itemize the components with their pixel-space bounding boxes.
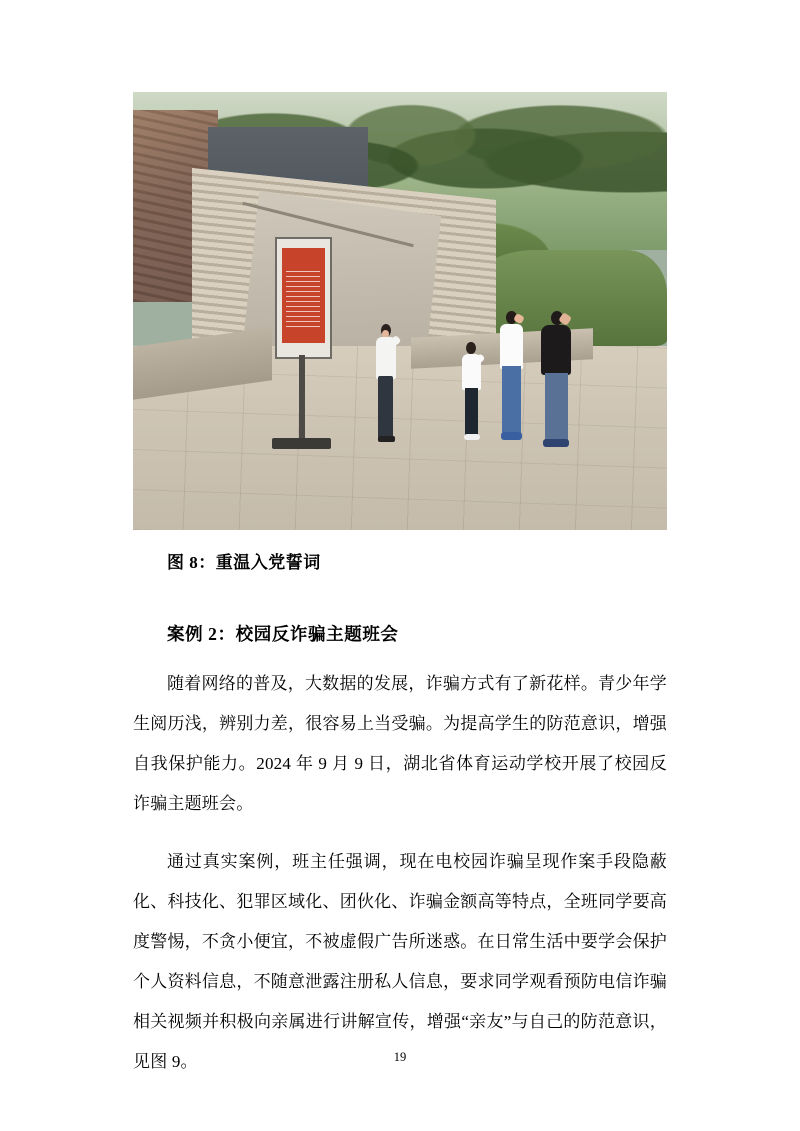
- shoes: [464, 434, 480, 440]
- torso: [376, 337, 395, 378]
- body-paragraph-1: 随着网络的普及，大数据的发展，诈骗方式有了新花样。青少年学生阅历浅，辨别力差，很容易上当受骗。为提高学生的防范意识，增强自我保护能力。2024 年 9 月 9 日，湖北省体育运动学校开展了校园反诈骗主题班会。: [133, 674, 667, 813]
- signboard-red-panel: [282, 248, 325, 343]
- page-number: 19: [393, 1050, 407, 1064]
- shoes: [501, 432, 522, 440]
- signboard-post: [299, 355, 305, 443]
- signboard-base: [272, 438, 331, 449]
- person-woman-white-tee: [456, 342, 488, 443]
- legs: [378, 376, 393, 437]
- head: [466, 342, 476, 354]
- figure-caption: 图 8：重温入党誓词: [167, 553, 321, 572]
- figure-scene: [133, 92, 667, 530]
- torso: [541, 325, 571, 375]
- legs: [502, 366, 521, 434]
- section-title: 案例 2：校园反诈骗主题班会: [167, 624, 399, 644]
- torso: [500, 324, 523, 369]
- person-man-white-tee: [493, 311, 530, 442]
- body-paragraph-2: 通过真实案例，班主任强调，现在电校园诈骗呈现作案手段隐蔽化、科技化、犯罪区域化、团伙化、诈骗金额高等特点，全班同学要高度警惕，不贪小便宜，不被虚假广告所迷惑。在日常生活中要学会保护个人资料信息，不随意泄露注册私人信息，要求同学观看预防电信诈骗相关视频并积极向亲属进行讲解宣传，增强“亲友”与自己的防范意识，见图 9。: [133, 852, 667, 1071]
- figure-image: [133, 92, 667, 530]
- person-woman-white-shirt: [368, 324, 405, 442]
- page-content: [133, 92, 667, 1082]
- oath-signboard: [275, 237, 332, 359]
- legs: [545, 373, 568, 443]
- shoes: [543, 439, 569, 447]
- legs: [465, 388, 478, 436]
- person-man-black-tee: [536, 311, 579, 451]
- shoes: [378, 436, 395, 442]
- torso: [462, 354, 481, 390]
